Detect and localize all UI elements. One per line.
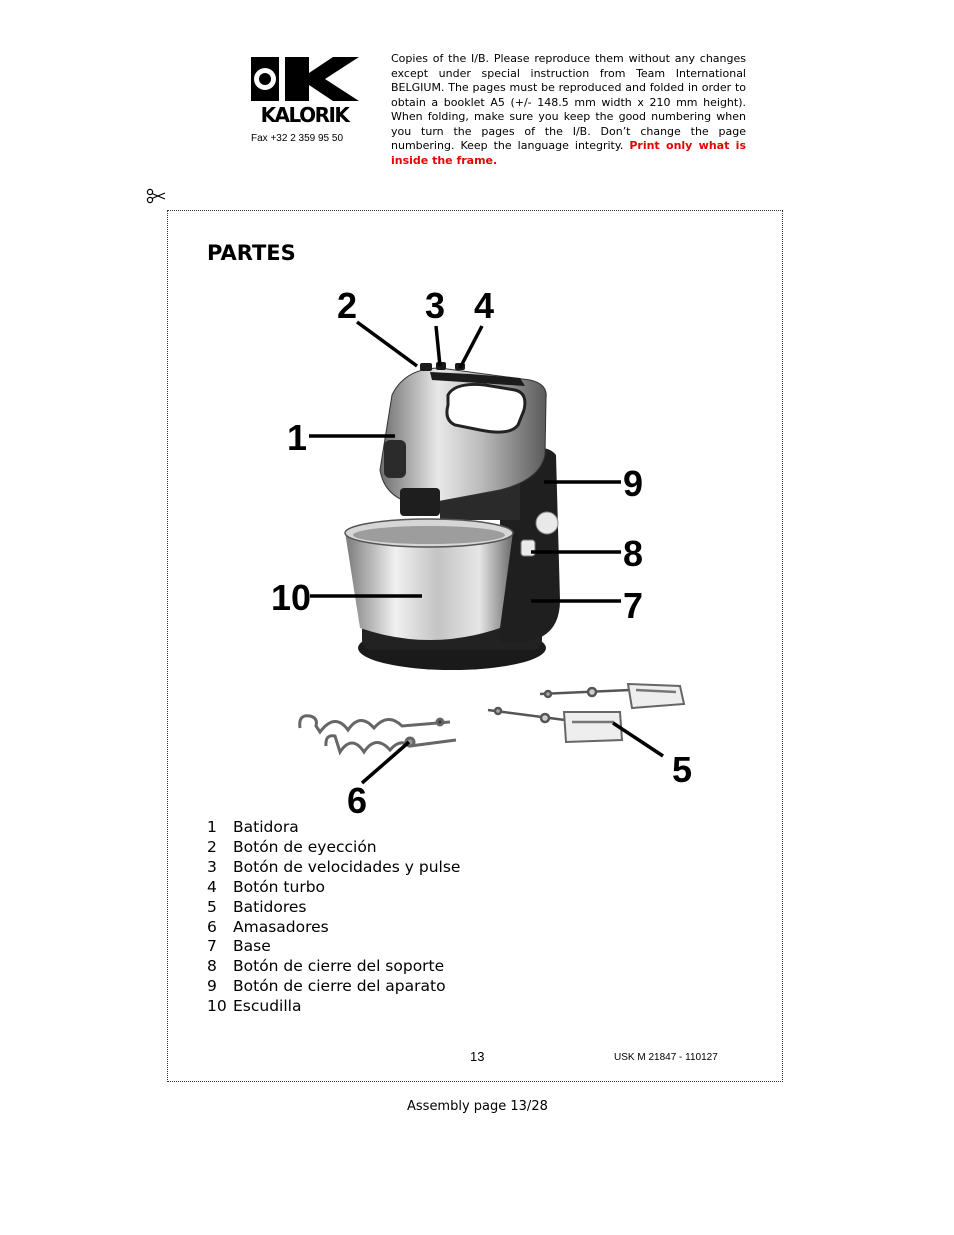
part-label: Botón de cierre del aparato — [233, 977, 446, 996]
document-code: USK M 21847 - 110127 — [614, 1052, 718, 1063]
part-number: 10 — [207, 997, 227, 1016]
callout-7: 7 — [623, 585, 644, 626]
list-item — [207, 977, 460, 997]
kalorik-logo — [249, 55, 360, 130]
list-item — [207, 957, 460, 977]
reproduction-notice — [391, 52, 746, 168]
part-number: 9 — [207, 977, 217, 996]
list-item — [207, 878, 460, 898]
list-item — [207, 937, 460, 957]
kalorik-logo-mark — [249, 55, 360, 103]
part-number: 2 — [207, 837, 217, 856]
part-label: Botón turbo — [233, 877, 326, 896]
part-number: 8 — [207, 957, 217, 976]
fax-number: Fax +32 2 359 95 50 — [251, 133, 344, 144]
list-item — [207, 858, 460, 878]
part-label: Escudilla — [233, 997, 302, 1016]
callout-5: 5 — [672, 749, 693, 790]
part-number: 7 — [207, 937, 217, 956]
part-label: Amasadores — [233, 917, 329, 936]
list-item — [207, 997, 460, 1017]
list-item — [207, 898, 460, 918]
callout-3: 3 — [425, 285, 446, 326]
callout-9: 9 — [623, 463, 644, 504]
part-number: 6 — [207, 917, 217, 936]
callout-2: 2 — [337, 285, 358, 326]
page-number: 13 — [470, 1049, 485, 1064]
callout-10: 10 — [271, 577, 312, 618]
part-number: 3 — [207, 857, 217, 876]
notice-text: Copies of the I/B. Please reproduce them without any changes except under special instruction from Team International BELGIUM. The pages must be reproduced and folded in order to obtain a booklet A5 (+/- 148.5 mm width x 210 mm height). When folding, make sure you keep the good numbering when you turn the pages of the I/B. Don’t change the page numbering. Keep the language integrity. — [391, 52, 746, 152]
part-number: 4 — [207, 877, 217, 896]
callout-4: 4 — [474, 285, 495, 326]
list-item — [207, 918, 460, 938]
list-item — [207, 818, 460, 838]
part-label: Batidores — [233, 897, 307, 916]
callout-1: 1 — [287, 417, 308, 458]
part-label: Batidora — [233, 818, 299, 836]
part-label: Botón de eyección — [233, 837, 377, 856]
part-label: Botón de cierre del soporte — [233, 957, 445, 976]
section-title: PARTES — [207, 241, 296, 265]
kalorik-wordmark: KALORIK — [260, 103, 349, 127]
notice-highlight: Print only what is inside the frame. — [391, 139, 746, 167]
parts-list — [207, 818, 460, 1017]
list-item — [207, 838, 460, 858]
scissors-icon — [146, 188, 166, 204]
part-number: 5 — [207, 897, 217, 916]
callout-8: 8 — [623, 533, 644, 574]
part-label: Botón de velocidades y pulse — [233, 857, 461, 876]
part-label: Base — [233, 937, 271, 956]
assembly-page: Assembly page 13/28 — [407, 1099, 548, 1114]
part-number: 1 — [207, 818, 217, 836]
callout-6: 6 — [347, 780, 368, 821]
